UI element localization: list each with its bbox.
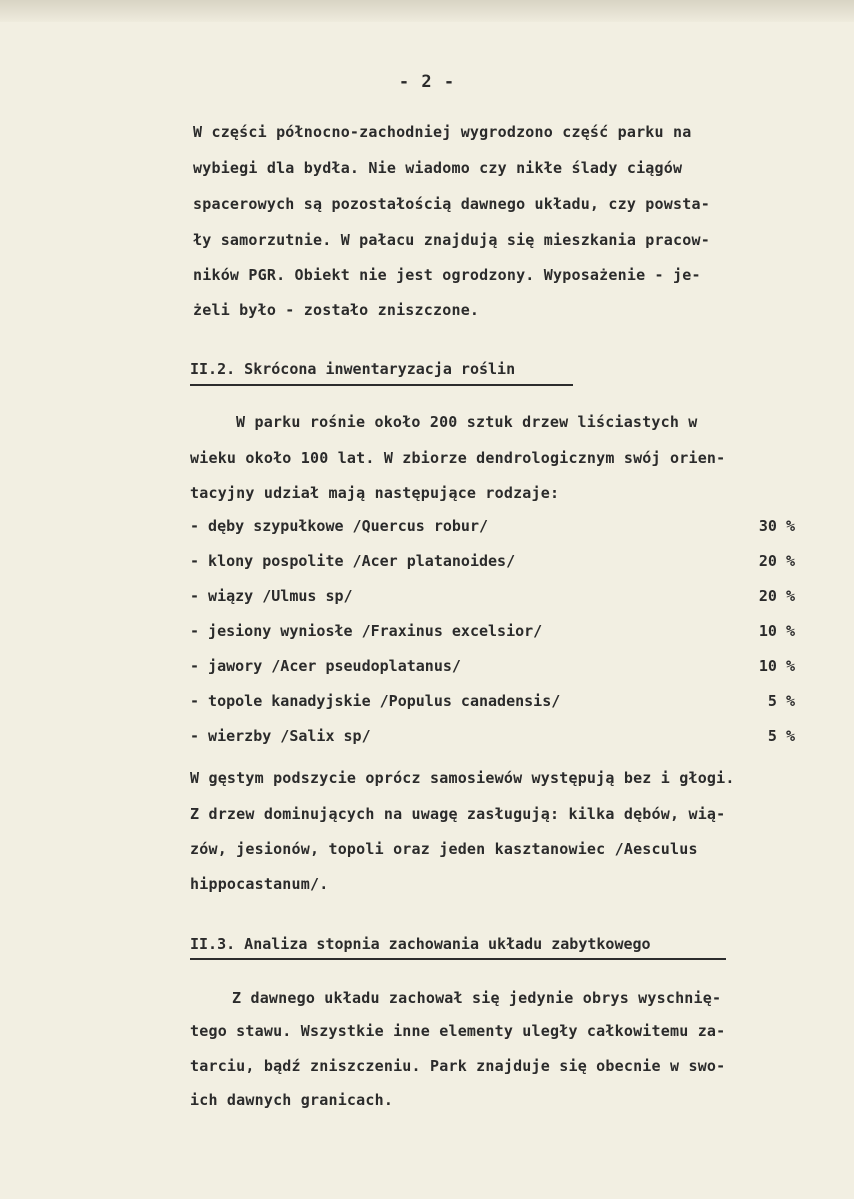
species-percent: 5 % [767,692,795,710]
paragraph-line: zów, jesionów, topoli oraz jeden kasztanowiec /Aesculus [190,840,698,858]
species-percent: 10 % [758,622,795,640]
species-percent: 20 % [758,587,795,605]
intro-line: ły samorzutnie. W pałacu znajdują się mieszkania pracow- [193,231,710,249]
species-row [190,552,795,574]
species-name: - wierzby /Salix sp/ [190,727,371,745]
intro-line: ników PGR. Obiekt nie jest ogrodzony. Wyposażenie - je- [193,266,701,284]
paragraph-line: tego stawu. Wszystkie inne elementy uległy całkowitemu za- [190,1022,726,1040]
species-row [190,692,795,714]
intro-line: W części północno-zachodniej wygrodzono część parku na [193,123,692,141]
section-heading-3-underline [190,958,726,960]
species-name: - topole kanadyjskie /Populus canadensis/ [190,692,561,710]
paragraph-line: tacyjny udział mają następujące rodzaje: [190,484,560,502]
species-percent: 5 % [767,727,795,745]
species-name: - jesiony wyniosłe /Fraxinus excelsior/ [190,622,543,640]
species-name: - wiązy /Ulmus sp/ [190,587,353,605]
paragraph-line: Z drzew dominujących na uwagę zasługują: kilka dębów, wią- [190,805,726,823]
species-row [190,622,795,644]
paragraph-line: W gęstym podszycie oprócz samosiewów występują bez i głogi. [190,769,735,787]
species-name: - jawory /Acer pseudoplatanus/ [190,657,461,675]
species-row [190,517,795,539]
species-row [190,727,795,749]
page-number: - 2 - [398,72,456,92]
section-heading-2: II.2. Skrócona inwentaryzacja roślin [190,360,516,378]
species-name: - klony pospolite /Acer platanoides/ [190,552,516,570]
paragraph-line: Z dawnego układu zachował się jedynie obrys wyschnię- [232,989,722,1007]
paragraph-line: hippocastanum/. [190,875,329,893]
species-percent: 30 % [758,517,795,535]
intro-line: spacerowych są pozostałością dawnego układu, czy powsta- [193,195,710,213]
species-row [190,587,795,609]
section-heading-2-underline [190,384,573,386]
species-percent: 20 % [758,552,795,570]
species-percent: 10 % [758,657,795,675]
paragraph-line: W parku rośnie około 200 sztuk drzew liściastych w [236,413,698,431]
paragraph-line: tarciu, bądź zniszczeniu. Park znajduje się obecnie w swo- [190,1057,726,1075]
page-top-edge [0,0,854,22]
intro-line: żeli było - zostało zniszczone. [193,301,480,319]
species-row [190,657,795,679]
intro-line: wybiegi dla bydła. Nie wiadomo czy nikłe ślady ciągów [193,159,683,177]
species-name: - dęby szypułkowe /Quercus robur/ [190,517,489,535]
section-heading-3: II.3. Analiza stopnia zachowania układu zabytkowego [190,935,651,953]
paragraph-line: wieku około 100 lat. W zbiorze dendrologicznym swój orien- [190,449,726,467]
paragraph-line: ich dawnych granicach. [190,1091,394,1109]
